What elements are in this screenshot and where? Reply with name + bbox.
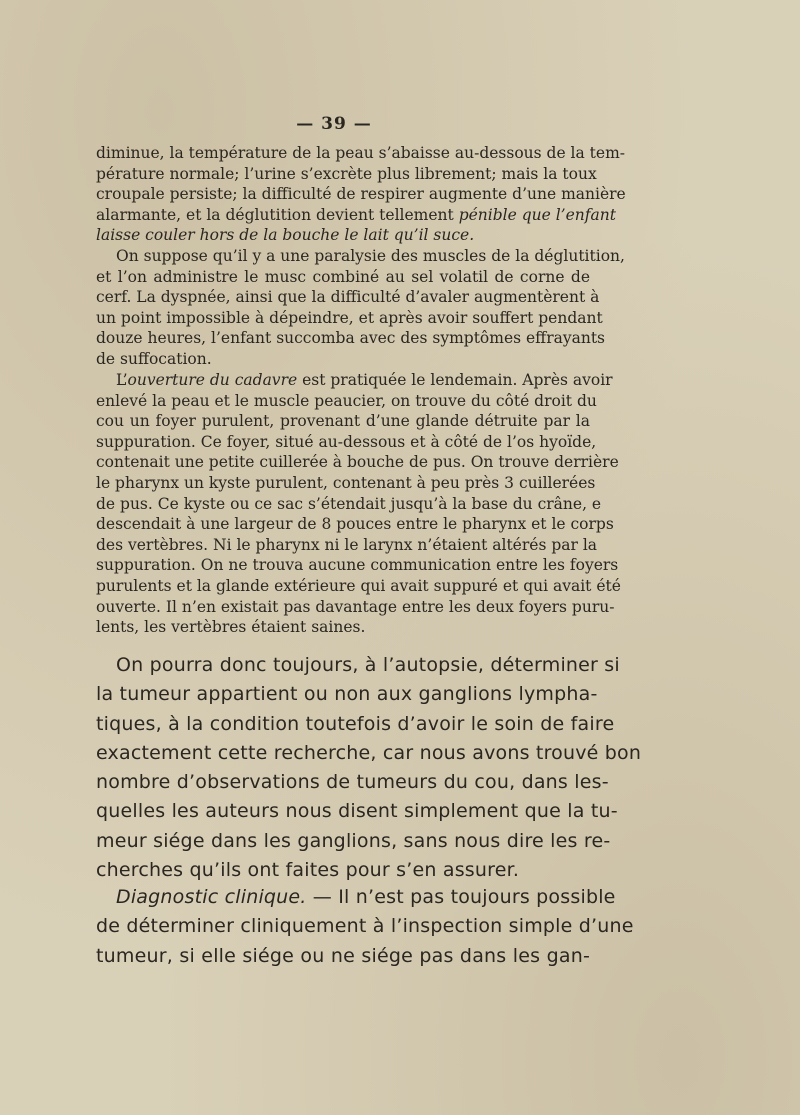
text-line: pérature normale; l’urine s’excrète plus librement; mais la toux bbox=[96, 164, 597, 183]
italic-run: laisse couler hors de la bouche le lait qu’il suce. bbox=[96, 226, 475, 245]
text-line: lents, les vertèbres étaient saines. bbox=[96, 618, 366, 637]
text-line: des vertèbres. Ni le pharynx ni le larynx n’étaient altérés par la bbox=[96, 535, 598, 554]
text-line: enlevé la peau et le muscle peaucier, on trouve du côté droit du bbox=[96, 391, 597, 410]
italic-run: ouverture du cadavre bbox=[127, 371, 298, 389]
text-line: de suffocation. bbox=[96, 349, 212, 368]
text-line: cherches qu’ils ont faites pour s’en assurer. bbox=[96, 859, 520, 882]
text-line: douze heures, l’enfant succomba avec des symptômes effrayants bbox=[96, 329, 606, 348]
text-line: de pus. Ce kyste ou ce sac s’étendait jusqu’à la base du crâne, e bbox=[96, 494, 602, 513]
text-run: — Il n’est pas toujours possible bbox=[306, 886, 616, 908]
text-line: ouverte. Il n’en existait pas davantage entre les deux foyers puru- bbox=[96, 597, 615, 616]
text-run: alarmante, et la déglutition devient tellement bbox=[96, 205, 454, 224]
text-line bbox=[96, 883, 616, 912]
text-line: de déterminer cliniquement à l’inspection simple d’une bbox=[96, 915, 634, 938]
main-paragraph-2 bbox=[96, 883, 634, 971]
italic-run: pénible que l’enfant bbox=[458, 205, 616, 224]
text-line: tumeur, si elle siége ou ne siége pas dans les gan- bbox=[96, 944, 590, 967]
text-line: cerf. La dyspnée, ainsi que la difficulté d’avaler augmentèrent à bbox=[96, 288, 600, 307]
text-line: quelles les auteurs nous disent simplement que la tu- bbox=[96, 800, 618, 823]
text-run: est pratiquée le lendemain. Après avoir bbox=[297, 371, 613, 389]
text-line: contenait une petite cuillerée à bouche de pus. On trouve derrière bbox=[96, 453, 619, 472]
page-number: — 39 — bbox=[296, 114, 372, 134]
text-line: le pharynx un kyste purulent, contenant à peu près 3 cuillerées bbox=[96, 473, 596, 492]
text-line: nombre d’observations de tumeurs du cou, dans les- bbox=[96, 771, 609, 794]
case-paragraph-1 bbox=[96, 143, 626, 246]
text-line: meur siége dans les ganglions, sans nous dire les re- bbox=[96, 829, 611, 852]
text-line: cou un foyer purulent, provenant d’une glande détruite par la bbox=[96, 412, 590, 431]
text-line: suppuration. Ce foyer, situé au-dessous et à côté de l’os hyoïde, bbox=[96, 432, 597, 451]
text-line: purulents et la glande extérieure qui avait suppuré et qui avait été bbox=[96, 576, 621, 595]
text-run: L’ bbox=[116, 371, 128, 389]
section-heading: Diagnostic clinique. bbox=[116, 886, 307, 908]
text-line: et l’on administre le musc combiné au sel volatil de corne de bbox=[96, 267, 590, 286]
text-line bbox=[96, 370, 613, 391]
text-line: descendait à une largeur de 8 pouces entre le pharynx et le corps bbox=[96, 515, 614, 534]
text-line: la tumeur appartient ou non aux ganglions lympha- bbox=[96, 683, 598, 706]
text-line: un point impossible à dépeindre, et après avoir souffert pendant bbox=[96, 308, 603, 327]
text-line: On pourra donc toujours, à l’autopsie, déterminer si bbox=[116, 654, 620, 676]
text-line: diminue, la température de la peau s’abaisse au-dessous de la tem- bbox=[96, 144, 626, 162]
text-line: exactement cette recherche, car nous avons trouvé bon bbox=[96, 741, 642, 764]
text-line: On suppose qu’il y a une paralysie des muscles de la déglutition, bbox=[116, 247, 625, 265]
main-paragraph-1 bbox=[96, 651, 642, 885]
text-line: suppuration. On ne trouva aucune communication entre les foyers bbox=[96, 556, 619, 575]
case-paragraph-2 bbox=[96, 246, 625, 370]
text-line: tiques, à la condition toutefois d’avoir le soin de faire bbox=[96, 712, 615, 735]
text-line bbox=[96, 225, 590, 246]
text-line bbox=[96, 205, 616, 226]
case-paragraph-3 bbox=[96, 370, 621, 638]
text-line: croupale persiste; la difficulté de respirer augmente d’une manière bbox=[96, 185, 626, 204]
